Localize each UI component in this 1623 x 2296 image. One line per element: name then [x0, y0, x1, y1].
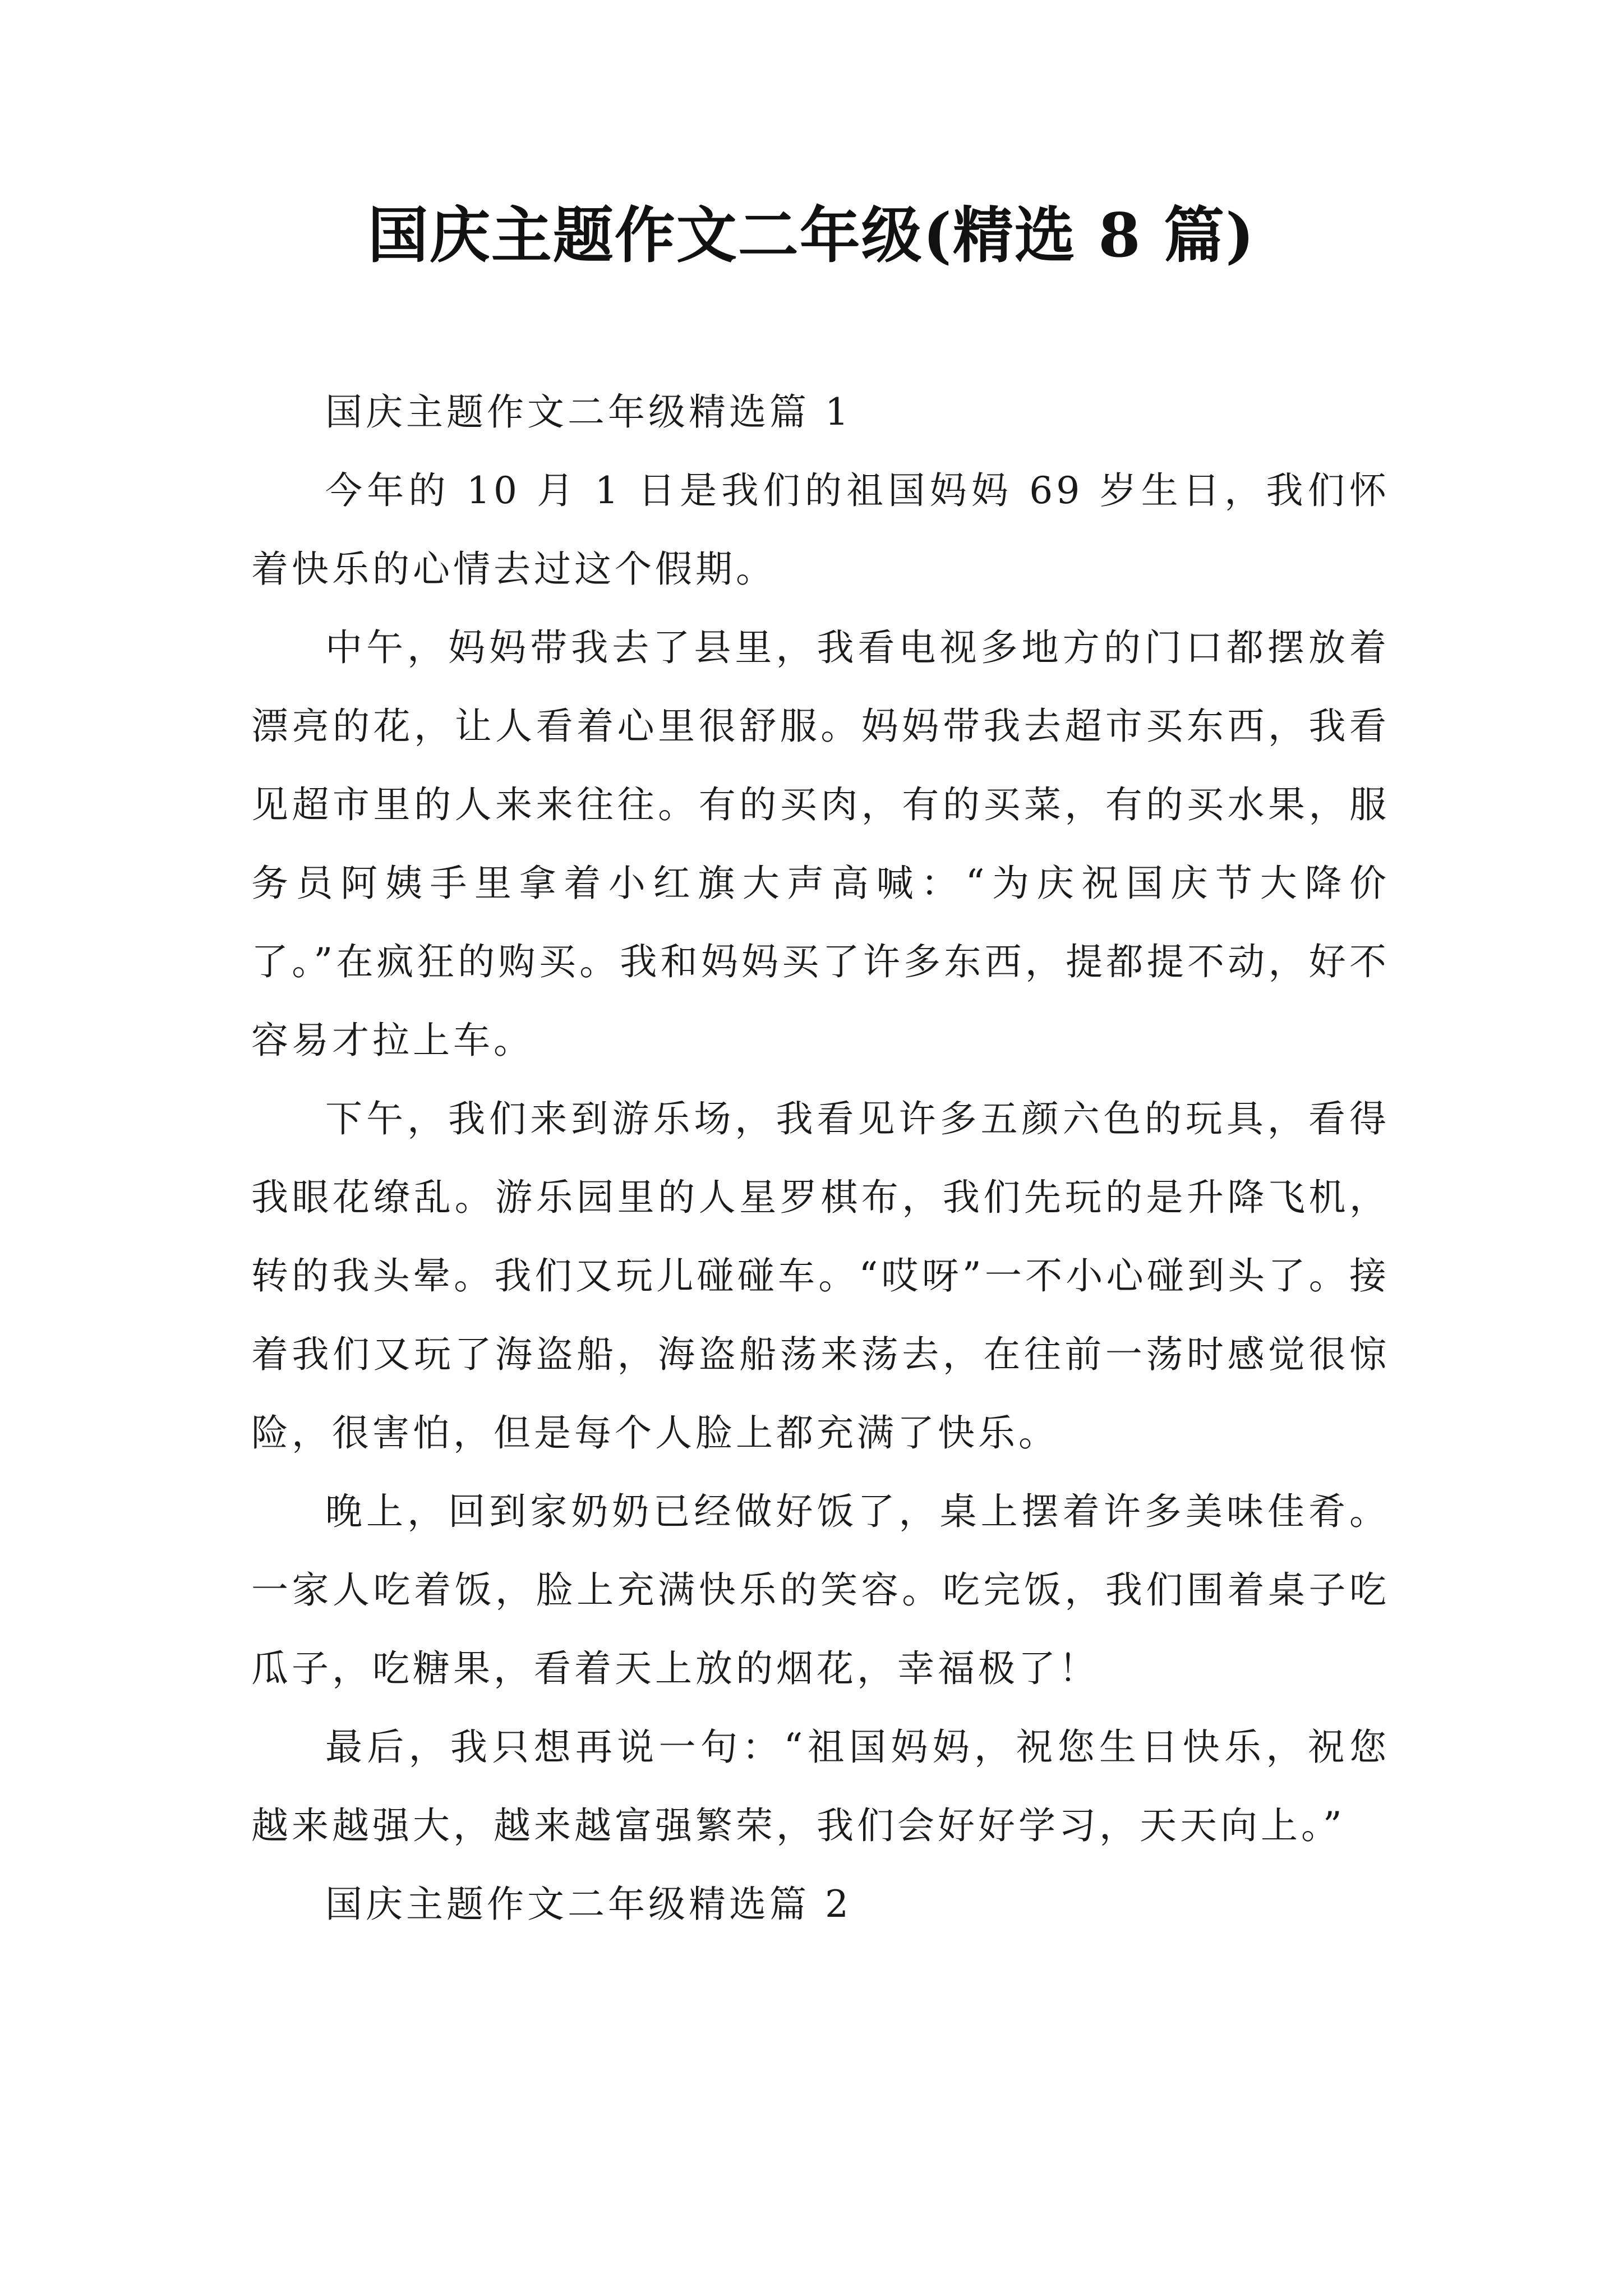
paragraph-4: 晚上，回到家奶奶已经做好饭了，桌上摆着许多美味佳肴。一家人吃着饭，脸上充满快乐的笑容。吃完饭，我们围着桌子吃瓜子，吃糖果，看着天上放的烟花，幸福极了！: [251, 1490, 1390, 1690]
paragraph-1: 今年的 10 月 1 日是我们的祖国妈妈 69 岁生日，我们怀着快乐的心情去过这个假期。: [251, 469, 1390, 591]
document-body: [251, 373, 1390, 1944]
paragraph-5: 最后，我只想再说一句：“祖国妈妈，祝您生日快乐，祝您越来越强大，越来越富强繁荣，我们会好好学习，天天向上。”: [251, 1726, 1390, 1847]
section-heading-1: 国庆主题作文二年级精选篇 1: [325, 390, 852, 434]
document-title: 国庆主题作文二年级(精选 8 篇): [367, 200, 1256, 271]
paragraph-2: 中午，妈妈带我去了县里，我看电视多地方的门口都摆放着漂亮的花，让人看着心里很舒服。妈妈带我去超市买东西，我看见超市里的人来来往往。有的买肉，有的买菜，有的买水果，服务员阿姨手里拿着小红旗大声高喊：“为庆祝国庆节大降价了。”在疯狂的购买。我和妈妈买了许多东西，提都提不动，好不容易才拉上车。: [251, 626, 1390, 1062]
paragraph-3: 下午，我们来到游乐场，我看见许多五颜六色的玩具，看得我眼花缭乱。游乐园里的人星罗棋布，我们先玩的是升降飞机，转的我头晕。我们又玩儿碰碰车。“哎呀”一不小心碰到头了。接着我们又玩了海盗船，海盗船荡来荡去，在往前一荡时感觉很惊险，很害怕，但是每个人脸上都充满了快乐。: [251, 1097, 1390, 1455]
section-heading-2: 国庆主题作文二年级精选篇 2: [325, 1883, 852, 1926]
